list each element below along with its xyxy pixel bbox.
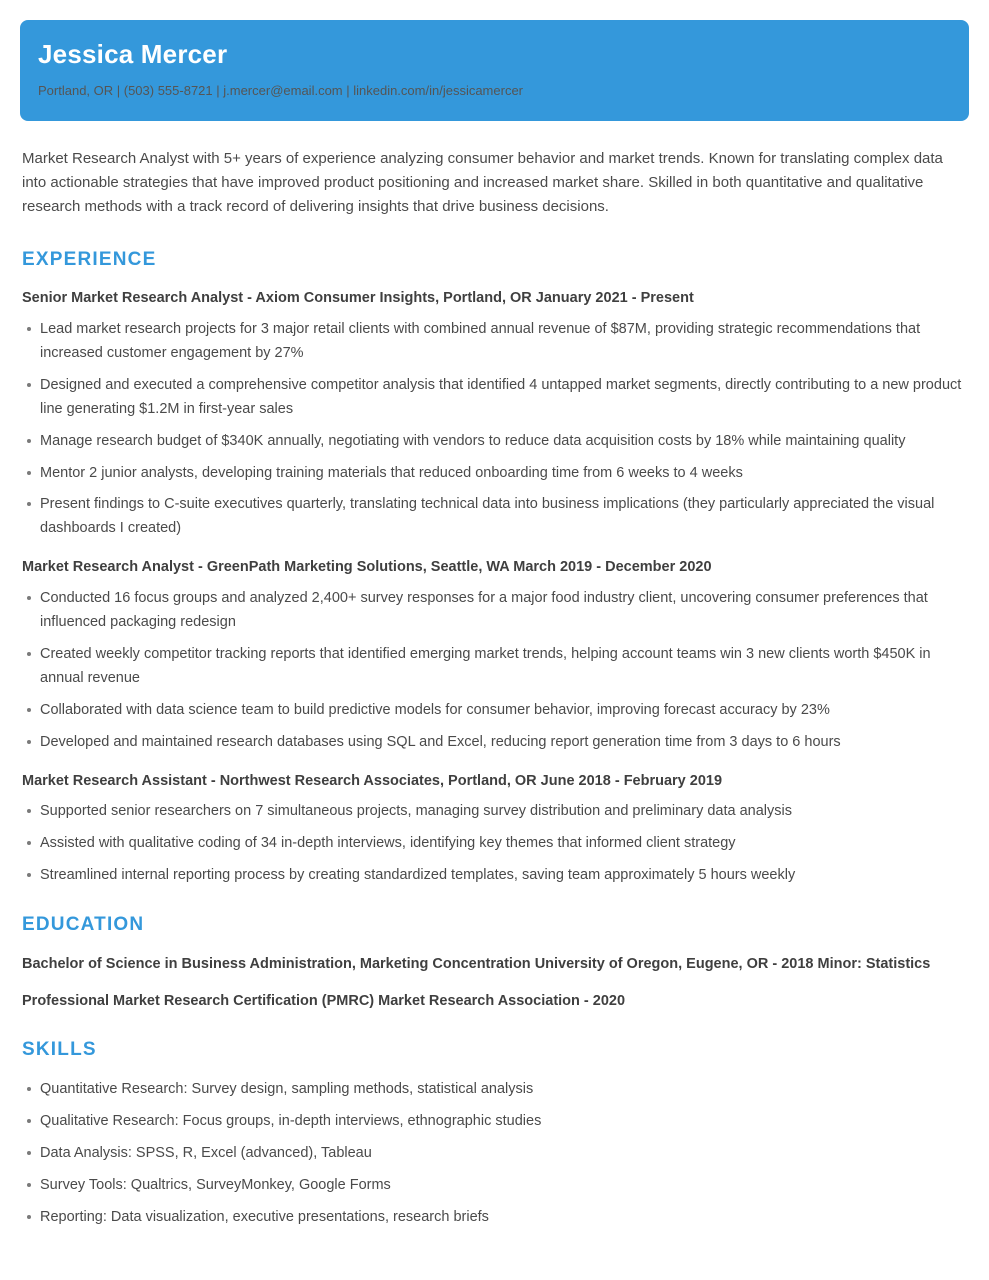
job-entry	[20, 771, 969, 889]
job-bullet: Streamlined internal reporting process by creating standardized templates, saving team approximately 5 hours weekly	[20, 864, 969, 888]
skill-item: Data Analysis: SPSS, R, Excel (advanced), Tableau	[20, 1142, 969, 1166]
contact-info-line: Portland, OR | (503) 555-8721 | j.mercer@email.com | linkedin.com/in/jessicamercer	[38, 82, 524, 98]
job-entry	[20, 288, 969, 541]
job-bullet-list	[20, 318, 969, 541]
skills-section	[20, 1039, 969, 1229]
skills-list	[20, 1078, 969, 1230]
job-title-line: Market Research Assistant - Northwest Research Associates, Portland, OR June 2018 - February 2019	[22, 772, 723, 789]
experience-section	[20, 249, 969, 888]
skill-item: Survey Tools: Qualtrics, SurveyMonkey, Google Forms	[20, 1174, 969, 1198]
education-entry: Professional Market Research Certification (PMRC) Market Research Association - 2020	[22, 993, 626, 1010]
job-bullet-list	[20, 587, 969, 755]
section-heading-education: EDUCATION	[22, 914, 145, 936]
skill-item: Quantitative Research: Survey design, sampling methods, statistical analysis	[20, 1078, 969, 1102]
job-bullet: Conducted 16 focus groups and analyzed 2,400+ survey responses for a major food industry client, uncovering consumer preferences that influenced packaging redesign	[20, 587, 969, 635]
job-bullet: Manage research budget of $340K annually, negotiating with vendors to reduce data acquisition costs by 18% while maintaining quality	[20, 430, 969, 454]
resume-header-banner	[20, 20, 969, 121]
education-entry: Bachelor of Science in Business Administration, Marketing Concentration University of Oregon, Eugene, OR - 2018 Minor: Statistics	[22, 955, 931, 972]
job-bullet: Supported senior researchers on 7 simultaneous projects, managing survey distribution and preliminary data analysis	[20, 800, 969, 824]
section-heading-experience: EXPERIENCE	[22, 249, 157, 271]
candidate-name: Jessica Mercer	[38, 39, 228, 69]
job-bullet: Designed and executed a comprehensive competitor analysis that identified 4 untapped market segments, directly contributing to a new product line generating $1.2M in first-year sales	[20, 374, 969, 422]
job-title-line: Senior Market Research Analyst - Axiom Consumer Insights, Portland, OR January 2021 - Present	[22, 290, 694, 307]
job-bullet-list	[20, 800, 969, 888]
job-title-line: Market Research Analyst - GreenPath Marketing Solutions, Seattle, WA March 2019 - December 2020	[22, 559, 712, 576]
section-heading-skills: SKILLS	[22, 1039, 97, 1061]
education-section	[20, 914, 969, 1013]
job-bullet: Assisted with qualitative coding of 34 in-depth interviews, identifying key themes that informed client strategy	[20, 832, 969, 856]
job-bullet: Lead market research projects for 3 major retail clients with combined annual revenue of $87M, providing strategic recommendations that increased customer engagement by 27%	[20, 318, 969, 366]
job-bullet: Present findings to C-suite executives quarterly, translating technical data into business implications (they particularly appreciated the visual dashboards I created)	[20, 493, 969, 541]
job-bullet: Mentor 2 junior analysts, developing training materials that reduced onboarding time from 6 weeks to 4 weeks	[20, 462, 969, 486]
skill-item: Reporting: Data visualization, executive presentations, research briefs	[20, 1206, 969, 1230]
job-entry	[20, 557, 969, 754]
professional-summary: Market Research Analyst with 5+ years of experience analyzing consumer behavior and market trends. Known for translating complex data into actionable strategies that have improved product positioning and increased market share. Skilled in both quantitative and qualitative research methods with a track record of delivering insights that drive business decisions.	[22, 150, 943, 216]
job-bullet: Collaborated with data science team to build predictive models for consumer behavior, improving forecast accuracy by 23%	[20, 699, 969, 723]
job-bullet: Created weekly competitor tracking reports that identified emerging market trends, helping account teams win 3 new clients worth $450K in annual revenue	[20, 643, 969, 691]
skill-item: Qualitative Research: Focus groups, in-depth interviews, ethnographic studies	[20, 1110, 969, 1134]
job-bullet: Developed and maintained research databases using SQL and Excel, reducing report generation time from 3 days to 6 hours	[20, 731, 969, 755]
